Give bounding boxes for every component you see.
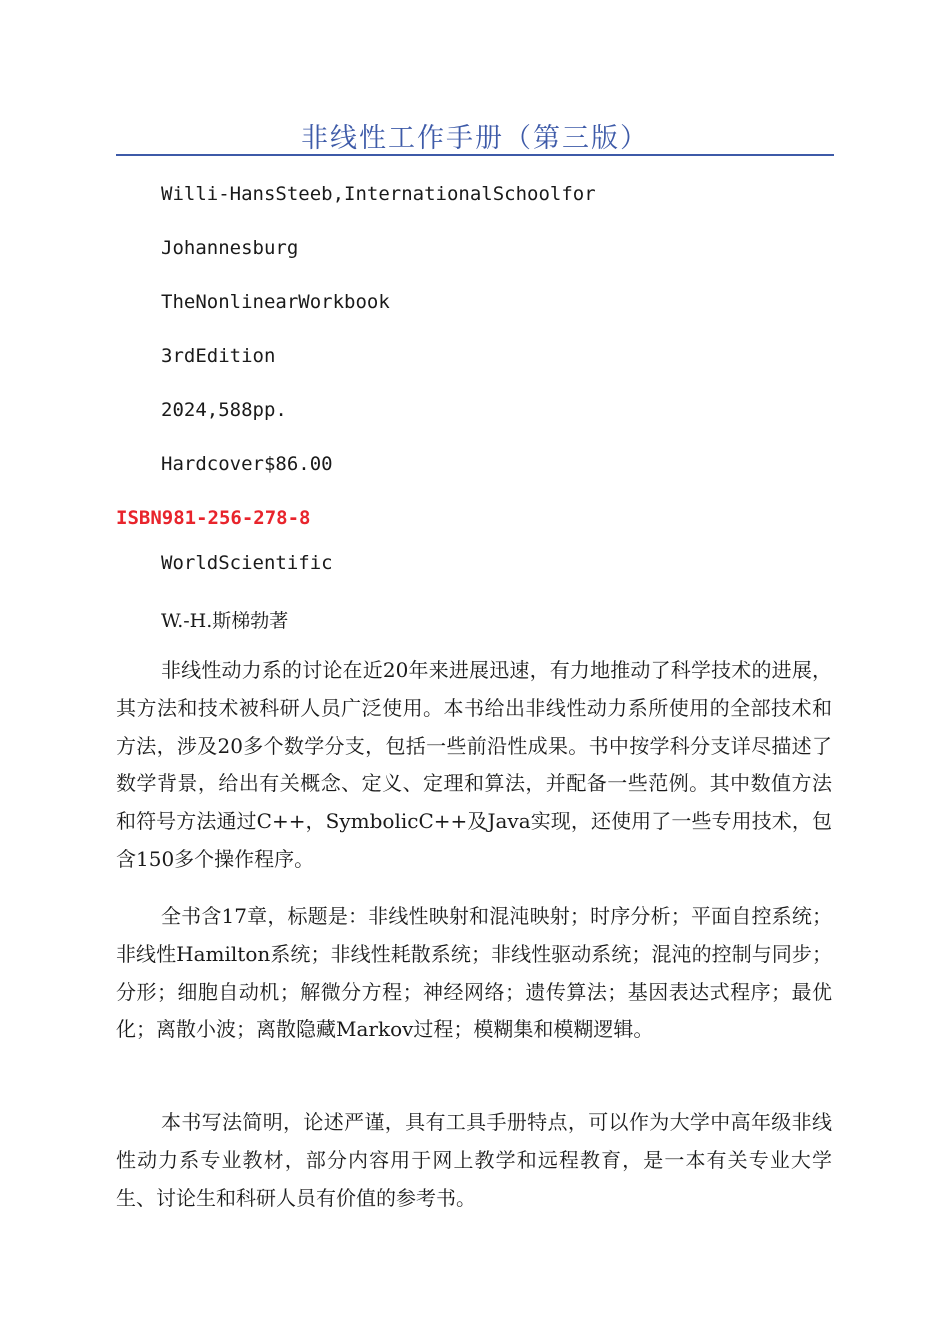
book-title: TheNonlinearWorkbook xyxy=(161,291,390,313)
year-pages: 2024,588pp. xyxy=(161,399,287,421)
price: Hardcover$86.00 xyxy=(161,453,333,475)
paragraph-chapters: 全书含17章，标题是：非线性映射和混沌映射；时序分析；平面自控系统；非线性Hamilton系统；非线性耗散系统；非线性驱动系统；混沌的控制与同步；分形；细胞自动机；解微分方程；神经网络；遗传算法；基因表达式程序；最优化；离散小波；离散隐藏Markov过程；模糊集和模糊逻辑。 xyxy=(116,904,832,1042)
author-cn: W.-H.斯梯勃著 xyxy=(161,610,289,632)
publisher: WorldScientific xyxy=(161,552,333,574)
author-affiliation: Willi-HansSteeb,InternationalSchoolfor xyxy=(161,183,596,205)
edition: 3rdEdition xyxy=(161,345,276,367)
paragraph-intro: 非线性动力系的讨论在近20年来进展迅速，有力地推动了科学技术的进展，其方法和技术被科研人员广泛使用。本书给出非线性动力系所使用的全部技术和方法，涉及20多个数学分支，包括一些前沿性成果。书中按学科分支详尽描述了数学背景，给出有关概念、定义、定理和算法，并配备一些范例。其中数值方法和符号方法通过C++，SymbolicC++及Java实现，还使用了一些专用技术，包含150多个操作程序。 xyxy=(116,658,832,871)
city: Johannesburg xyxy=(161,237,299,259)
isbn: ISBN981-256-278-8 xyxy=(116,507,311,529)
paragraph-summary: 本书写法简明，论述严谨，具有工具手册特点，可以作为大学中高年级非线性动力系专业教材，部分内容用于网上教学和远程教育，是一本有关专业大学生、讨论生和科研人员有价值的参考书。 xyxy=(116,1110,832,1210)
title-underline xyxy=(116,154,834,156)
page-title: 非线性工作手册（第三版） xyxy=(301,123,649,154)
